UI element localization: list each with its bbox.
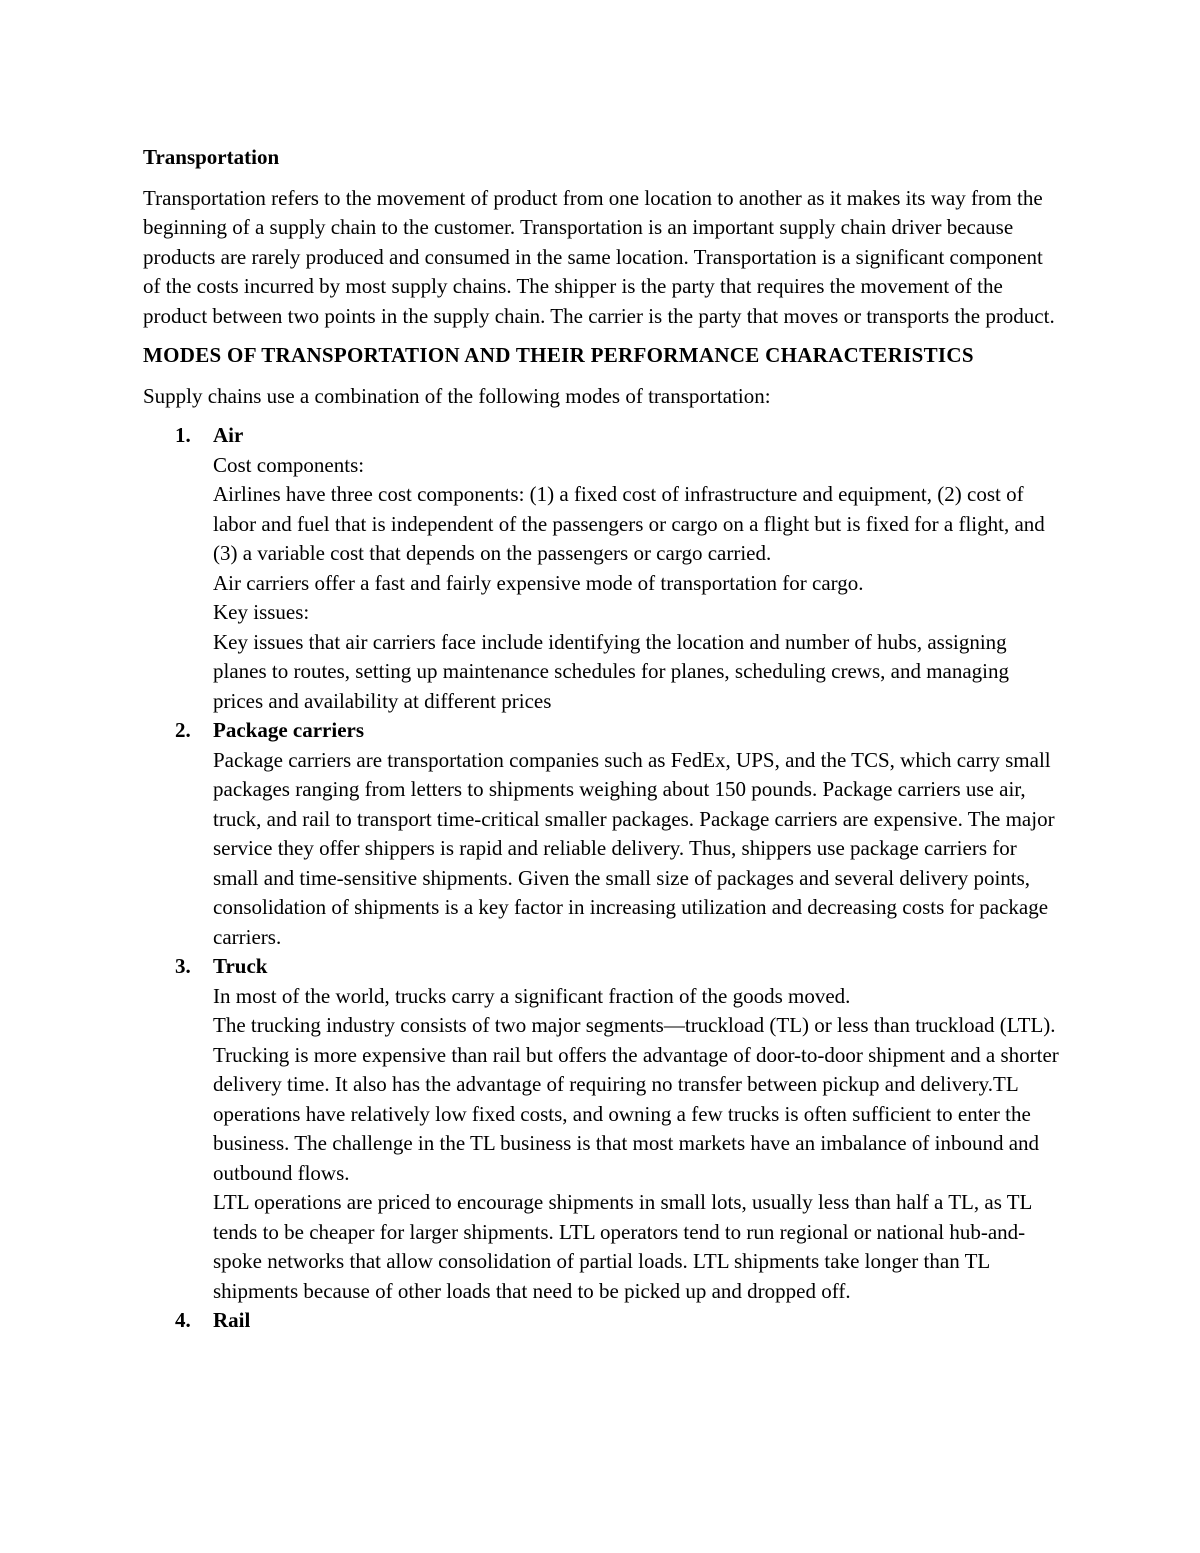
- modes-intro: Supply chains use a combination of the following modes of transportation:: [143, 383, 771, 408]
- intro-paragraph: Transportation refers to the movement of product from one location to another as it makes its way from the beginning of a supply chain to the customer. Transportation is an important supply chain driver because products are rarely produced and consumed in the same location. Transportation is a significant component of the costs incurred by most supply chains. The shipper is the party that requires the movement of the product between two points in the supply chain. The carrier is the party that moves or transports the product.: [143, 185, 1055, 328]
- document-body: [143, 143, 1063, 1336]
- cost-components-text: Airlines have three cost components: (1) a fixed cost of infrastructure and equipment, (2) cost of labor and fuel that is independent of the passengers or cargo on a flight but is fixed for a flight, and (3) a variable cost that depends on the passengers or cargo carried.: [213, 482, 1045, 565]
- list-number: 4.: [175, 1308, 191, 1332]
- package-carriers-text: Package carriers are transportation companies such as FedEx, UPS, and the TCS, which carry small packages ranging from letters to shipments weighing about 150 pounds. Package carriers use air, truck, and rail to transport time-critical smaller packages. Package carriers are expensive. The major service they offer shippers is rapid and reliable delivery. Thus, shippers use package carriers for small and time-sensitive shipments. Given the small size of packages and several delivery points, consolidation of shipments is a key factor in increasing utilization and decreasing costs for package carriers.: [213, 747, 1055, 949]
- list-number: 2.: [175, 718, 191, 742]
- document-title: Transportation: [143, 145, 280, 169]
- cost-components-label: Cost components:: [213, 452, 365, 477]
- list-number: 3.: [175, 954, 191, 978]
- key-issues-text: Key issues that air carriers face include identifying the location and number of hubs, assigning planes to routes, setting up maintenance schedules for planes, scheduling crews, and managing prices and availability at different prices: [213, 629, 1010, 713]
- list-item-truck: [143, 952, 1063, 1306]
- mode-name-air: Air: [213, 423, 244, 447]
- list-item-air: [143, 421, 1063, 716]
- truck-text-1: In most of the world, trucks carry a significant fraction of the goods moved.: [213, 983, 851, 1008]
- modes-list: [143, 421, 1063, 1336]
- air-summary: Air carriers offer a fast and fairly expensive mode of transportation for cargo.: [213, 570, 864, 595]
- key-issues-label: Key issues:: [213, 600, 310, 624]
- mode-name-rail: Rail: [213, 1308, 251, 1332]
- list-item-rail: [143, 1306, 1063, 1336]
- truck-text-3: LTL operations are priced to encourage shipments in small lots, usually less than half a TL, as TL tends to be cheaper for larger shipments. LTL operators tend to run regional or national hub-and-spoke networks that allow consolidation of partial loads. LTL shipments take longer than TL shipments because of other loads that need to be picked up and dropped off.: [213, 1190, 1032, 1303]
- truck-text-2: The trucking industry consists of two major segments—truckload (TL) or less than truckload (LTL). Trucking is more expensive than rail but offers the advantage of door-to-door shipment and a shorter delivery time. It also has the advantage of requiring no transfer between pickup and delivery.TL operations have relatively low fixed costs, and owning a few trucks is often sufficient to enter the business. The challenge in the TL business is that most markets have an imbalance of inbound and outbound flows.: [213, 1013, 1059, 1185]
- section-heading: MODES OF TRANSPORTATION AND THEIR PERFORMANCE CHARACTERISTICS: [143, 343, 974, 367]
- mode-name-package-carriers: Package carriers: [213, 718, 365, 742]
- list-item-package-carriers: [143, 716, 1063, 952]
- mode-name-truck: Truck: [213, 954, 268, 978]
- list-number: 1.: [175, 423, 191, 447]
